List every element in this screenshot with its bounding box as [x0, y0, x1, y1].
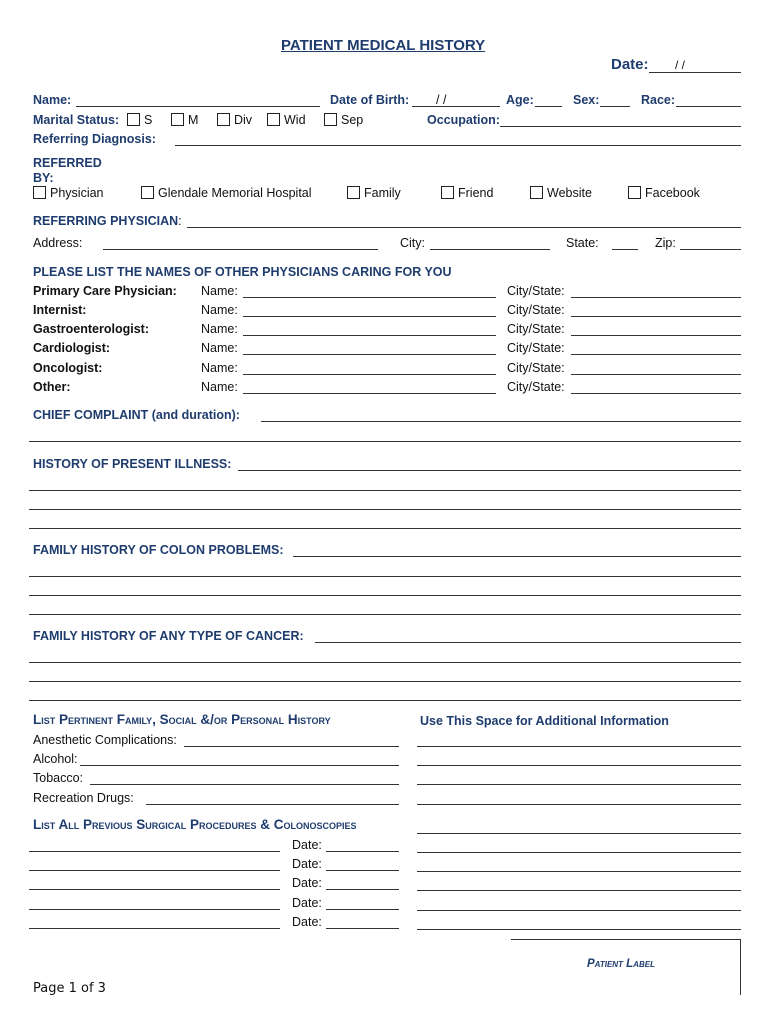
physician-city-label: City/State: — [507, 284, 565, 298]
physician-name-label: Name: — [201, 380, 238, 394]
anesthetic-label: Anesthetic Complications: — [33, 733, 177, 747]
checkbox-icon[interactable] — [324, 113, 337, 126]
physician-city-field[interactable] — [571, 316, 741, 317]
checkbox-icon[interactable] — [141, 186, 154, 199]
sex-label: Sex: — [573, 93, 600, 107]
marital-status-label: Marital Status: — [33, 113, 120, 127]
cancer-history-field[interactable] — [315, 642, 741, 643]
referred-by-label-2: BY: — [33, 171, 54, 185]
physician-city-field[interactable] — [571, 335, 741, 336]
present-illness-line[interactable] — [29, 528, 741, 529]
race-field[interactable] — [676, 106, 741, 107]
dob-field[interactable] — [412, 106, 500, 107]
name-label: Name: — [33, 93, 72, 107]
surgical-date-label: Date: — [292, 838, 322, 852]
surgical-date-field[interactable] — [326, 851, 399, 852]
physician-role-label: Internist: — [33, 303, 87, 317]
checkbox-icon[interactable] — [347, 186, 360, 199]
checkbox-icon[interactable] — [217, 113, 230, 126]
physician-city-label: City/State: — [507, 322, 565, 336]
age-label: Age: — [506, 93, 534, 107]
marital-option-m[interactable]: M — [171, 113, 198, 127]
checkbox-icon[interactable] — [628, 186, 641, 199]
physician-role-label: Oncologist: — [33, 361, 103, 375]
present-illness-label: HISTORY OF PRESENT ILLNESS: — [33, 457, 232, 471]
chief-complaint-line[interactable] — [29, 441, 741, 442]
additional-info-line[interactable] — [417, 765, 741, 766]
physician-name-label: Name: — [201, 322, 238, 336]
additional-info-line[interactable] — [417, 746, 741, 747]
physician-city-field[interactable] — [571, 374, 741, 375]
age-field[interactable] — [535, 106, 562, 107]
marital-option-wid[interactable]: Wid — [267, 113, 306, 127]
address-field[interactable] — [103, 249, 378, 250]
colon-history-line[interactable] — [29, 576, 741, 577]
occupation-field[interactable] — [500, 126, 741, 127]
physician-city-label: City/State: — [507, 341, 565, 355]
colon-history-label: FAMILY HISTORY OF COLON PROBLEMS: — [33, 543, 284, 557]
referring-diagnosis-label: Referring Diagnosis: — [33, 132, 156, 146]
surgical-procedure-field[interactable] — [29, 889, 280, 890]
surgical-procedure-field[interactable] — [29, 851, 280, 852]
page-number: Page 1 of 3 — [33, 981, 106, 996]
tobacco-label: Tobacco: — [33, 771, 84, 785]
dob-separators: / / — [436, 93, 447, 107]
patient-label-right-border — [740, 939, 741, 995]
physician-city-label: City/State: — [507, 303, 565, 317]
surgical-procedure-field[interactable] — [29, 928, 280, 929]
patient-label-top-border — [511, 939, 741, 940]
name-field[interactable] — [76, 106, 320, 107]
recreation-drugs-field[interactable] — [146, 804, 399, 805]
colon-history-line[interactable] — [29, 595, 741, 596]
dob-label: Date of Birth: — [330, 93, 410, 107]
additional-info-heading: Use This Space for Additional Information — [420, 714, 669, 728]
alcohol-field[interactable] — [80, 765, 399, 766]
surgical-date-label: Date: — [292, 915, 322, 929]
physician-city-label: City/State: — [507, 380, 565, 394]
page-title: PATIENT MEDICAL HISTORY — [281, 37, 486, 54]
marital-option-sep[interactable]: Sep — [324, 113, 363, 127]
date-field[interactable] — [649, 72, 741, 73]
occupation-label: Occupation: — [427, 113, 500, 127]
physician-name-label: Name: — [201, 284, 238, 298]
physician-role-label: Gastroenterologist: — [33, 322, 149, 336]
physician-name-label: Name: — [201, 361, 238, 375]
referred-friend-option[interactable]: Friend — [441, 186, 493, 200]
alcohol-label: Alcohol: — [33, 752, 78, 766]
physician-role-label: Other: — [33, 380, 71, 394]
cancer-history-label: FAMILY HISTORY OF ANY TYPE OF CANCER: — [33, 629, 304, 643]
physician-name-field[interactable] — [243, 393, 496, 394]
anesthetic-field[interactable] — [184, 746, 399, 747]
surgical-date-field[interactable] — [326, 909, 399, 910]
additional-info-line[interactable] — [417, 852, 741, 853]
checkbox-icon[interactable] — [171, 113, 184, 126]
city-field[interactable] — [430, 249, 550, 250]
checkbox-icon[interactable] — [127, 113, 140, 126]
additional-info-line[interactable] — [417, 804, 741, 805]
surgical-date-field[interactable] — [326, 870, 399, 871]
surgical-date-label: Date: — [292, 896, 322, 910]
physician-name-label: Name: — [201, 341, 238, 355]
physician-name-field[interactable] — [243, 354, 496, 355]
surgical-procedure-field[interactable] — [29, 909, 280, 910]
chief-complaint-label: CHIEF COMPLAINT (and duration): — [33, 408, 240, 422]
sex-field[interactable] — [600, 106, 630, 107]
chief-complaint-field[interactable] — [261, 421, 741, 422]
present-illness-field[interactable] — [238, 470, 741, 471]
cancer-history-line[interactable] — [29, 681, 741, 682]
zip-label: Zip: — [655, 236, 676, 250]
race-label: Race: — [641, 93, 676, 107]
marital-option-s[interactable]: S — [127, 113, 152, 127]
patient-label-text: Patient Label — [587, 958, 655, 970]
additional-info-line[interactable] — [417, 929, 741, 930]
colon-history-field[interactable] — [293, 556, 741, 557]
physician-city-field[interactable] — [571, 297, 741, 298]
additional-info-line[interactable] — [417, 833, 741, 834]
referring-diagnosis-field[interactable] — [175, 145, 741, 146]
surgical-heading: List All Previous Surgical Procedures & Colonoscopies — [33, 817, 357, 832]
date-label: Date: — [611, 56, 649, 73]
cancer-history-line[interactable] — [29, 700, 741, 701]
pertinent-history-heading: List Pertinent Family, Social &/or Personal History — [33, 712, 331, 727]
physician-city-field[interactable] — [571, 354, 741, 355]
other-physicians-heading: PLEASE LIST THE NAMES OF OTHER PHYSICIANS CARING FOR YOU — [33, 265, 452, 279]
referred-physician-option[interactable]: Physician — [33, 186, 104, 200]
physician-name-field[interactable] — [243, 335, 496, 336]
referred-website-option[interactable]: Website — [530, 186, 592, 200]
tobacco-field[interactable] — [90, 784, 399, 785]
additional-info-line[interactable] — [417, 910, 741, 911]
surgical-date-field[interactable] — [326, 889, 399, 890]
referring-physician-field[interactable] — [187, 227, 741, 228]
recreation-drugs-label: Recreation Drugs: — [33, 791, 134, 805]
physician-name-label: Name: — [201, 303, 238, 317]
additional-info-line[interactable] — [417, 784, 741, 785]
additional-info-line[interactable] — [417, 890, 741, 891]
checkbox-icon[interactable] — [33, 186, 46, 199]
city-label: City: — [400, 236, 425, 250]
checkbox-icon[interactable] — [441, 186, 454, 199]
marital-option-div[interactable]: Div — [217, 113, 252, 127]
present-illness-line[interactable] — [29, 509, 741, 510]
referred-facebook-option[interactable]: Facebook — [628, 186, 700, 200]
physician-role-label: Primary Care Physician: — [33, 284, 177, 298]
physician-name-field[interactable] — [243, 374, 496, 375]
surgical-date-label: Date: — [292, 857, 322, 871]
physician-name-field[interactable] — [243, 316, 496, 317]
physician-role-label: Cardiologist: — [33, 341, 111, 355]
referred-family-option[interactable]: Family — [347, 186, 401, 200]
date-separators: / / — [675, 58, 686, 72]
physician-city-label: City/State: — [507, 361, 565, 375]
zip-field[interactable] — [680, 249, 741, 250]
physician-name-field[interactable] — [243, 297, 496, 298]
state-field[interactable] — [612, 249, 638, 250]
surgical-procedure-field[interactable] — [29, 870, 280, 871]
additional-info-line[interactable] — [417, 871, 741, 872]
present-illness-line[interactable] — [29, 490, 741, 491]
checkbox-icon[interactable] — [530, 186, 543, 199]
surgical-date-field[interactable] — [326, 928, 399, 929]
address-label: Address: — [33, 236, 83, 250]
colon-history-line[interactable] — [29, 614, 741, 615]
referred-by-label: REFERRED — [33, 156, 102, 170]
physician-city-field[interactable] — [571, 393, 741, 394]
checkbox-icon[interactable] — [267, 113, 280, 126]
referred-hospital-option[interactable]: Glendale Memorial Hospital — [141, 186, 312, 200]
cancer-history-line[interactable] — [29, 662, 741, 663]
referring-physician-label: REFERRING PHYSICIAN: — [33, 214, 182, 228]
surgical-date-label: Date: — [292, 876, 322, 890]
state-label: State: — [566, 236, 599, 250]
